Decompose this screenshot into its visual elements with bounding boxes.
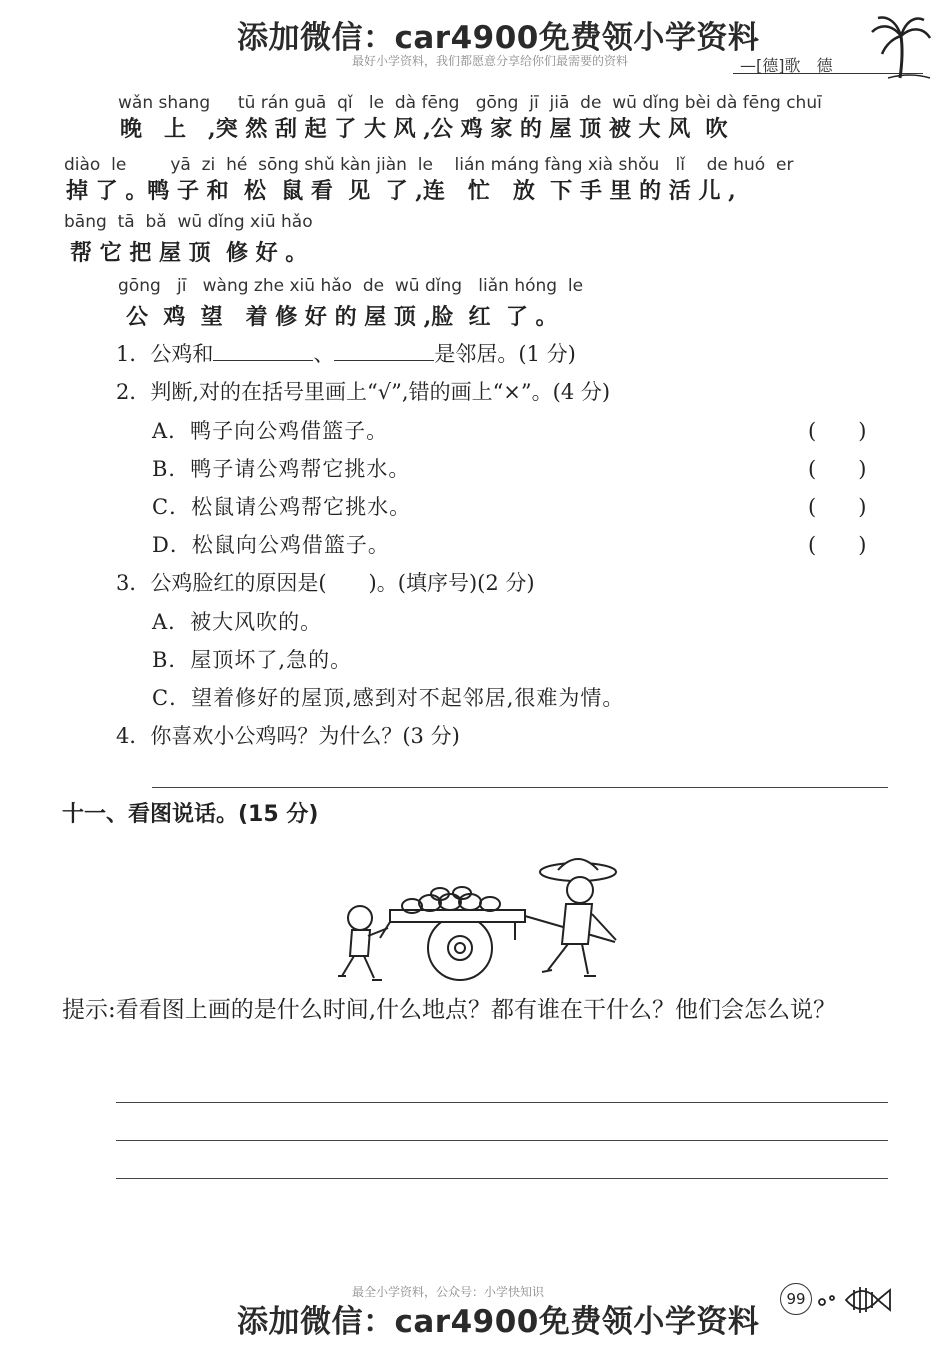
passage-hanzi-line: 晚 上 ,突 然 刮 起 了 大 风 ,公 鸡 家 的 屋 顶 被 大 风 吹 [120, 116, 728, 142]
children-pushing-cart-illustration [330, 848, 630, 990]
question-1-separator: 、 [313, 342, 335, 366]
question-3-option-a: A．被大风吹的。 [152, 610, 323, 634]
question-3-option-b: B．屋顶坏了,急的。 [152, 648, 353, 672]
answer-line[interactable] [116, 1140, 888, 1141]
answer-line[interactable] [116, 1178, 888, 1179]
answer-parentheses[interactable]: ( ) [808, 419, 867, 443]
section-11-prompt: 提示:看看图上画的是什么时间,什么地点？都有谁在干什么？他们会怎么说？ [62, 997, 837, 1023]
passage-hanzi-line: 帮 它 把 屋 顶 修 好 。 [70, 240, 308, 266]
section-11-title: 十一、看图说话。(15 分) [62, 802, 319, 827]
question-3-option-c: C．望着修好的屋顶,感到对不起邻居,很难为情。 [152, 686, 625, 710]
question-2-option-a: A．鸭子向公鸡借篮子。 [152, 419, 389, 443]
question-2-title: 2．判断,对的在括号里画上“√”,错的画上“×”。(4 分) [116, 380, 611, 404]
page-number: 99 [780, 1283, 812, 1315]
passage-hanzi-line: 掉 了 。鸭 子 和 松 鼠 看 见 了 ,连 忙 放 下 手 里 的 活 儿 , [66, 178, 736, 204]
answer-line[interactable] [152, 787, 888, 788]
answer-parentheses[interactable]: ( ) [808, 533, 867, 557]
question-4-title: 4．你喜欢小公鸡吗？为什么？(3 分) [116, 724, 460, 748]
fish-icon [812, 1280, 892, 1320]
passage-pinyin-line: wǎn shang tū rán guā qǐ le dà fēng gōng jī jiā de wū dǐng bèi dà fēng chuī [118, 93, 822, 113]
question-2-option-c: C．松鼠请公鸡帮它挑水。 [152, 495, 412, 519]
footer-cut-text: 最全小学资料，公众号：小学快知识 [352, 1285, 545, 1299]
header-cut-text: 最好小学资料，我们都愿意分享给你们最需要的资料 [352, 54, 629, 68]
passage-pinyin-line: gōng jī wàng zhe xiū hǎo de wū dǐng liǎn hóng le [118, 276, 584, 296]
answer-blank-1[interactable] [213, 340, 313, 361]
footer-watermark-banner: 添加微信：car4900免费领小学资料 [237, 1304, 760, 1340]
question-3-title: 3．公鸡脸红的原因是( )。(填序号)(2 分) [116, 571, 535, 595]
question-2-option-b: B．鸭子请公鸡帮它挑水。 [152, 457, 411, 481]
question-1-text-before: 1．公鸡和 [116, 342, 214, 366]
quote-attribution: —[德]歌 德 [740, 56, 833, 75]
answer-parentheses[interactable]: ( ) [808, 457, 867, 481]
answer-parentheses[interactable]: ( ) [808, 495, 867, 519]
question-2-option-d: D．松鼠向公鸡借篮子。 [152, 533, 390, 557]
header-watermark-banner: 添加微信：car4900免费领小学资料 [237, 20, 760, 56]
palm-tree-icon [870, 14, 932, 82]
answer-line[interactable] [116, 1102, 888, 1103]
question-1 [116, 338, 576, 368]
question-1-text-after: 是邻居。(1 分) [434, 342, 576, 366]
passage-hanzi-line: 公 鸡 望 着 修 好 的 屋 顶 ,脸 红 了 。 [126, 304, 558, 330]
passage-pinyin-line: diào le yā zi hé sōng shǔ kàn jiàn le lián máng fàng xià shǒu lǐ de huó er [64, 155, 794, 175]
passage-pinyin-line: bāng tā bǎ wū dǐng xiū hǎo [64, 212, 313, 232]
answer-blank-2[interactable] [334, 340, 434, 361]
